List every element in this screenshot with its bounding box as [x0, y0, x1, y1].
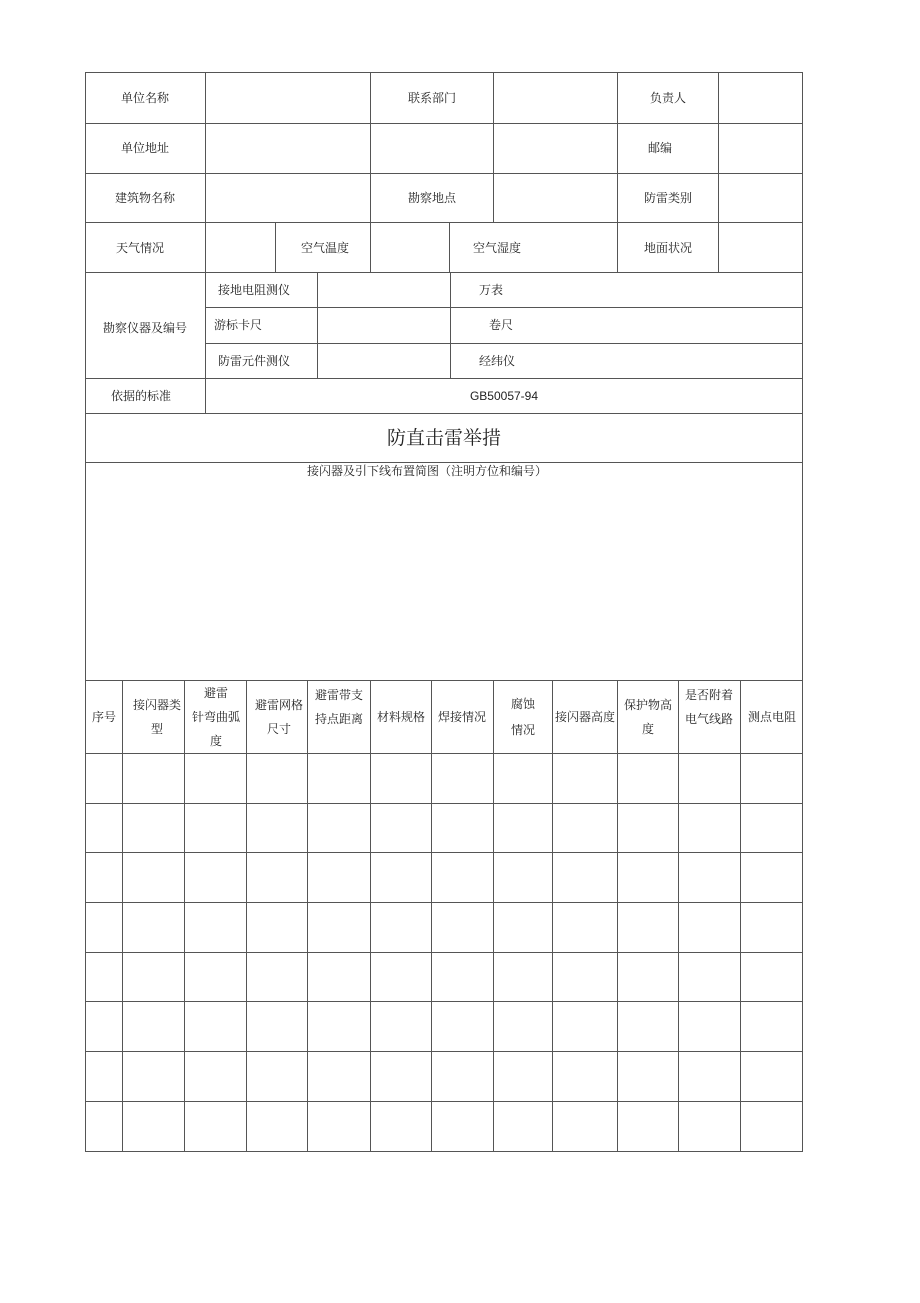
survey-form [85, 72, 803, 1152]
instrument-theodolite: 经纬仪 [479, 354, 516, 368]
person-in-charge-label: 负责人 [649, 91, 687, 105]
col-header-corrosion: 腐蚀 情况 [510, 697, 536, 737]
diagram-area[interactable] [86, 482, 802, 680]
instruments-label: 勘察仪器及编号 [102, 321, 188, 335]
table-row[interactable] [86, 804, 802, 852]
unit-address-label: 单位地址 [120, 141, 170, 155]
contact-dept-field[interactable] [494, 73, 617, 123]
air-temp-field[interactable] [371, 223, 449, 272]
table-row[interactable] [86, 1102, 802, 1151]
diagram-caption: 接闪器及引下线布置简图（注明方位和编号） [306, 464, 548, 478]
table-row[interactable] [86, 1002, 802, 1051]
building-name-label: 建筑物名称 [114, 191, 176, 205]
instrument-vernier-caliper: 游标卡尺 [214, 318, 263, 332]
person-in-charge-field[interactable] [719, 73, 802, 123]
col-header-protected-height: 保护物高 度 [623, 698, 673, 736]
standard-value: GB50057-94 [469, 389, 539, 403]
survey-site-field[interactable] [494, 174, 617, 222]
instrument-multimeter: 万表 [479, 283, 504, 297]
ground-condition-label: 地面状况 [643, 241, 693, 255]
col-header-welding: 焊接情况 [437, 710, 487, 724]
ground-condition-field[interactable] [719, 223, 802, 272]
unit-address-field[interactable] [206, 124, 370, 173]
col-header-attached-wiring: 是否附着 电气线路 [684, 688, 734, 726]
instrument-tape-measure: 卷尺 [489, 318, 514, 332]
col-header-material-spec: 材料规格 [376, 710, 426, 724]
col-header-mesh-size: 避雷网格 尺寸 [254, 698, 304, 736]
col-header-support-spacing: 避雷带支 持点距离 [314, 688, 364, 726]
postcode-field[interactable] [719, 124, 802, 173]
unit-name-label: 单位名称 [120, 91, 170, 105]
instrument-vernier-caliper-no[interactable] [318, 308, 450, 343]
protection-class-field[interactable] [719, 174, 802, 222]
col-header-terminal-type: 接闪器类 型 [132, 698, 182, 736]
building-name-field[interactable] [206, 174, 370, 222]
contact-dept-label: 联系部门 [407, 91, 457, 105]
col-header-index: 序号 [91, 710, 117, 724]
table-row[interactable] [86, 1052, 802, 1101]
instrument-spd-tester-no[interactable] [318, 344, 450, 378]
survey-site-label: 勘察地点 [407, 191, 457, 205]
air-humidity-label: 空气湿度 [472, 241, 522, 255]
postcode-label: 邮编 [647, 141, 673, 155]
section-title: 防直击雷举措 [386, 427, 502, 449]
unit-name-field[interactable] [206, 73, 370, 123]
table-row[interactable] [86, 953, 802, 1001]
weather-field[interactable] [206, 223, 275, 272]
air-temp-label: 空气温度 [300, 241, 350, 255]
col-header-terminal-height: 接闪器高度 [554, 710, 616, 724]
table-row[interactable] [86, 754, 802, 803]
table-row[interactable] [86, 853, 802, 902]
protection-class-label: 防雷类别 [643, 191, 693, 205]
instrument-ground-resistance: 接地电阻测仪 [218, 283, 291, 297]
standard-label: 依据的标准 [110, 389, 172, 403]
col-header-test-resistance: 测点电阻 [747, 710, 797, 724]
table-row[interactable] [86, 903, 802, 952]
instrument-spd-tester: 防雷元件测仪 [218, 354, 291, 368]
col-header-rod-bend-arc: 避雷 针弯曲弧 度 [191, 686, 241, 748]
weather-label: 天气情况 [115, 241, 165, 255]
instrument-ground-resistance-no[interactable] [318, 273, 450, 307]
